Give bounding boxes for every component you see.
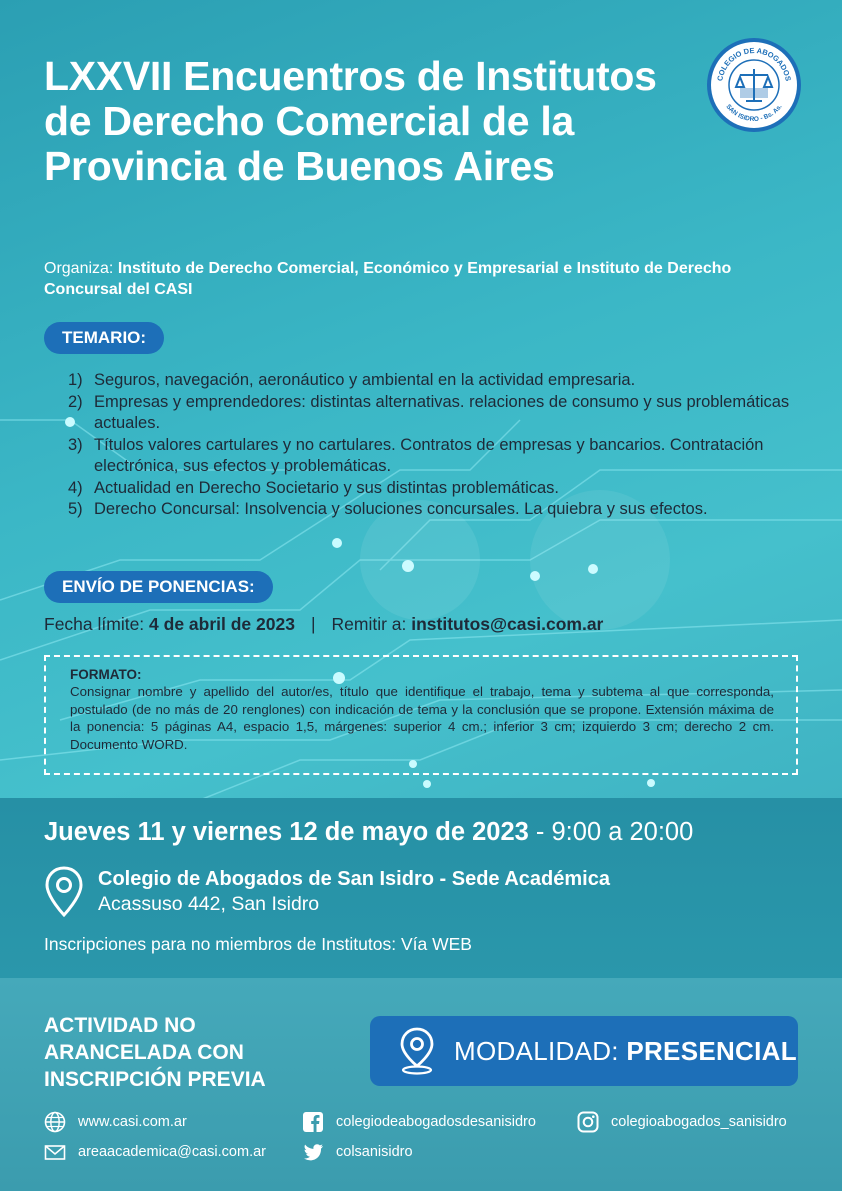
remitir-email-link[interactable]: institutos@casi.com.ar [411, 614, 604, 634]
logo-top-text: COLEGIO DE ABOGADOS [715, 45, 793, 82]
formato-text: Consignar nombre y apellido del autor/es, título que identifique el trabajo, tema y subtema al que corresponda, postulado (de no más de 20 renglones) con indicación de tema y la conclusión que se propone. Extensión máxima de la ponencia: 5 páginas A4, espacio 1,5, márgenes: superior 4 cm.; inferior 3 cm; izquierdo 3 cm; derecho 2 cm. Documento WORD. [70, 684, 774, 752]
list-item [68, 435, 798, 478]
logo-bottom-text: SAN ISIDRO - Bs. As. [724, 103, 784, 124]
twitter-icon [302, 1141, 324, 1163]
temario-heading: TEMARIO: [44, 322, 164, 354]
organiza [44, 258, 784, 300]
fecha-label: Fecha límite: [44, 614, 150, 634]
contact-twitter[interactable] [302, 1141, 413, 1163]
activity-line-3: INSCRIPCIÓN PREVIA [44, 1068, 266, 1091]
contact-instagram[interactable] [577, 1111, 787, 1133]
remitir-label: Remitir a: [331, 614, 412, 634]
item-number: 1) [68, 371, 83, 389]
venue-address: Acassuso 442, San Isidro [98, 893, 320, 915]
location-pin-icon [396, 1026, 438, 1076]
modalidad-value: PRESENCIAL [626, 1036, 797, 1066]
item-number: 4) [68, 478, 83, 497]
registration-info: Inscripciones para no miembros de Institutos: Vía WEB [44, 934, 472, 954]
item-text: Seguros, navegación, aeronáutico y ambiental en la actividad empresaria. [94, 371, 636, 389]
twitter-link[interactable]: colsanisidro [336, 1144, 413, 1160]
activity-line-2: ARANCELADA CON [44, 1041, 244, 1064]
facebook-link[interactable]: colegiodeabogadosdesanisidro [336, 1114, 536, 1130]
modalidad-badge [370, 1016, 798, 1086]
organiza-label: Organiza: [44, 260, 118, 277]
list-item [68, 499, 798, 521]
instagram-icon [577, 1111, 599, 1133]
casi-logo [706, 37, 802, 133]
venue-name: Colegio de Abogados de San Isidro - Sede Académica [98, 868, 610, 890]
email-link[interactable]: areaacademica@casi.com.ar [78, 1144, 266, 1160]
separator: | [310, 614, 316, 634]
fecha-limite-line [44, 614, 804, 635]
instagram-link[interactable]: colegioabogados_sanisidro [611, 1114, 787, 1130]
list-item [68, 392, 798, 435]
item-text: Actualidad en Derecho Societario y sus distintas problemáticas. [94, 478, 559, 497]
facebook-icon [302, 1111, 324, 1133]
item-text: Derecho Concursal: Insolvencia y soluciones concursales. La quiebra y sus efectos. [94, 500, 708, 518]
envio-heading: ENVÍO DE PONENCIAS: [44, 571, 273, 603]
formato-title: FORMATO: [70, 667, 142, 682]
item-number: 2) [68, 392, 83, 411]
fecha-value: 4 de abril de 2023 [149, 614, 295, 634]
mail-icon [44, 1141, 66, 1163]
modalidad-label: MODALIDAD: [454, 1036, 627, 1066]
organiza-value: Instituto de Derecho Comercial, Económico y Empresarial e Instituto de Derecho Concursal del CASI [44, 260, 732, 298]
contact-facebook[interactable] [302, 1111, 536, 1133]
page-title: LXXVII Encuentros de Institutos de Derecho Comercial de la Provincia de Buenos Aires [44, 53, 657, 189]
activity-line-1: ACTIVIDAD NO [44, 1014, 196, 1037]
globe-icon [44, 1111, 66, 1133]
item-number: 5) [68, 500, 83, 518]
list-item [68, 370, 798, 392]
temario-list [68, 370, 798, 521]
modalidad-text [454, 1035, 797, 1067]
event-dates [44, 818, 824, 847]
formato-box [44, 655, 798, 775]
contact-web[interactable] [44, 1111, 187, 1133]
item-text: Empresas y emprendedores: distintas alternativas. relaciones de consumo y sus problemáticas actuales. [94, 392, 790, 432]
activity-notice [44, 1012, 364, 1093]
location-pin-icon [44, 866, 84, 918]
event-days: Jueves 11 y viernes 12 de mayo de 2023 [44, 818, 529, 846]
item-number: 3) [68, 435, 83, 454]
event-hours: - 9:00 a 20:00 [528, 818, 694, 846]
web-link[interactable]: www.casi.com.ar [78, 1114, 187, 1130]
contact-email[interactable] [44, 1141, 266, 1163]
list-item [68, 478, 798, 500]
item-text: Títulos valores cartulares y no cartulares. Contratos de empresas y bancarios. Contratación electrónica, sus efectos y problemáticas. [94, 435, 764, 475]
